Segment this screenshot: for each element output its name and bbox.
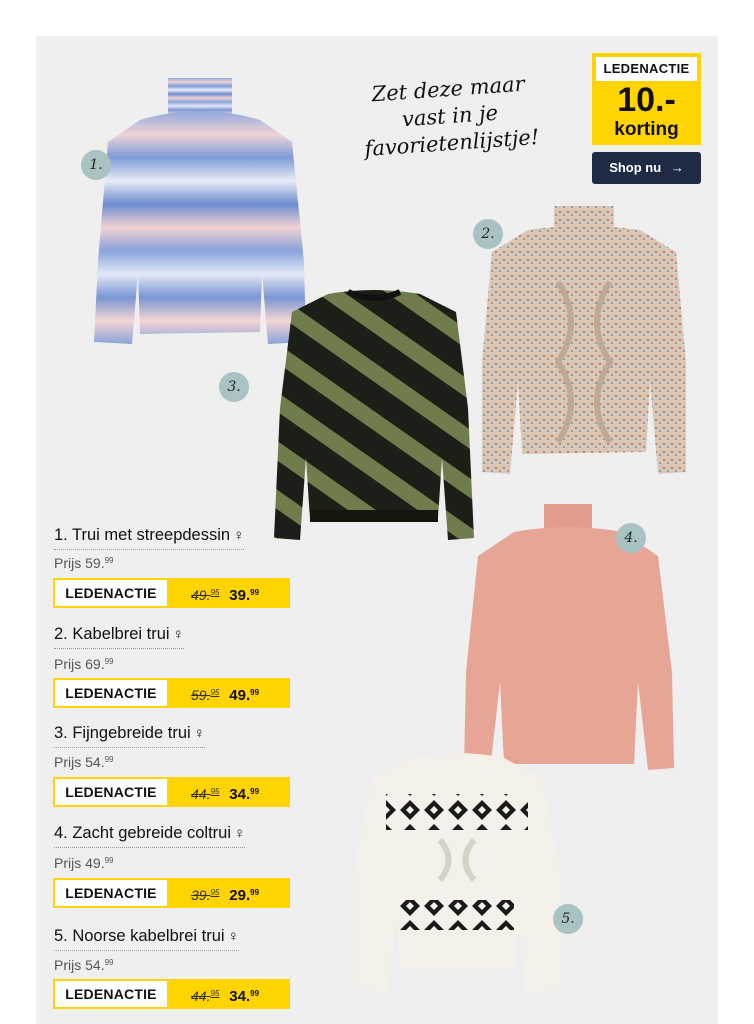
- deal-prices: [167, 680, 288, 706]
- shop-now-label: Shop nu: [609, 160, 662, 175]
- product-title-text: 4. Zacht gebreide coltrui: [54, 824, 232, 842]
- product-image-2[interactable]: [478, 202, 690, 478]
- price-cents: 99: [104, 657, 114, 666]
- deal-label: LEDENACTIE: [55, 880, 167, 906]
- product-price-4: [54, 852, 114, 872]
- deal-label: LEDENACTIE: [55, 981, 167, 1007]
- note-line: favorietenlijstje!: [363, 124, 540, 162]
- deal-label: LEDENACTIE: [55, 680, 167, 706]
- deal-prices: [167, 880, 288, 906]
- new-price: 29.99: [229, 887, 260, 904]
- product-title-text: 5. Noorse kabelbrei trui: [54, 927, 225, 945]
- marker-1: 1.: [81, 150, 111, 180]
- product-title-2[interactable]: [54, 623, 184, 649]
- product-price-2: [54, 653, 114, 673]
- old-price: 59.95: [191, 687, 220, 703]
- old-price: 44.95: [191, 786, 220, 802]
- new-price: 34.99: [229, 988, 260, 1005]
- member-deal-5[interactable]: [53, 979, 290, 1009]
- note-line: vast in je: [401, 100, 499, 132]
- price-label: Prijs: [54, 855, 82, 871]
- price-value: 54.: [85, 754, 105, 770]
- badge-amount: 10.-: [617, 81, 676, 119]
- price-label: Prijs: [54, 754, 82, 770]
- price-value: 49.: [85, 855, 105, 871]
- member-deal-3[interactable]: [53, 777, 290, 807]
- old-price: 49.95: [191, 587, 220, 603]
- price-cents: 99: [104, 856, 114, 865]
- old-price: 44.95: [191, 988, 220, 1004]
- product-title-1[interactable]: [54, 524, 244, 550]
- new-price: 49.99: [229, 687, 260, 704]
- price-value: 59.: [85, 555, 105, 571]
- product-title-text: 3. Fijngebreide trui: [54, 724, 191, 742]
- deal-label: LEDENACTIE: [55, 779, 167, 805]
- badge-label: LEDENACTIE: [596, 57, 697, 81]
- marker-4: 4.: [616, 523, 646, 553]
- female-icon: ♀: [233, 527, 245, 544]
- price-value: 54.: [85, 957, 105, 973]
- product-price-1: [54, 552, 114, 572]
- price-label: Prijs: [54, 555, 82, 571]
- price-label: Prijs: [54, 656, 82, 672]
- product-title-3[interactable]: [54, 722, 205, 748]
- deal-prices: [167, 981, 288, 1007]
- member-deal-4[interactable]: [53, 878, 290, 908]
- price-label: Prijs: [54, 957, 82, 973]
- product-title-5[interactable]: [54, 925, 239, 951]
- price-cents: 99: [104, 556, 114, 565]
- member-deal-2[interactable]: [53, 678, 290, 708]
- marker-2: 2.: [473, 219, 503, 249]
- marker-5: 5.: [553, 904, 583, 934]
- old-price: 39.95: [191, 887, 220, 903]
- member-deal-1[interactable]: [53, 578, 290, 608]
- new-price: 34.99: [229, 786, 260, 803]
- female-icon: ♀: [172, 626, 184, 643]
- product-title-text: 1. Trui met streepdessin: [54, 526, 231, 544]
- deal-prices: [167, 779, 288, 805]
- discount-badge: [592, 53, 701, 145]
- new-price: 39.99: [229, 587, 260, 604]
- product-image-3[interactable]: [268, 288, 480, 550]
- product-image-5[interactable]: [350, 750, 564, 998]
- deal-label: LEDENACTIE: [55, 580, 167, 606]
- deal-prices: [167, 580, 288, 606]
- female-icon: ♀: [193, 725, 205, 742]
- product-title-4[interactable]: [54, 822, 245, 848]
- price-value: 69.: [85, 656, 105, 672]
- handwritten-note: [327, 68, 572, 166]
- shop-now-button[interactable]: [592, 152, 701, 184]
- female-icon: ♀: [227, 928, 239, 945]
- product-title-text: 2. Kabelbrei trui: [54, 625, 170, 643]
- marker-3: 3.: [219, 372, 249, 402]
- price-cents: 99: [104, 755, 114, 764]
- badge-text: korting: [614, 119, 679, 140]
- note-line: Zet deze maar: [370, 71, 526, 107]
- price-cents: 99: [104, 958, 114, 967]
- arrow-right-icon: →: [670, 160, 684, 175]
- female-icon: ♀: [234, 825, 246, 842]
- product-price-3: [54, 751, 114, 771]
- product-price-5: [54, 954, 114, 974]
